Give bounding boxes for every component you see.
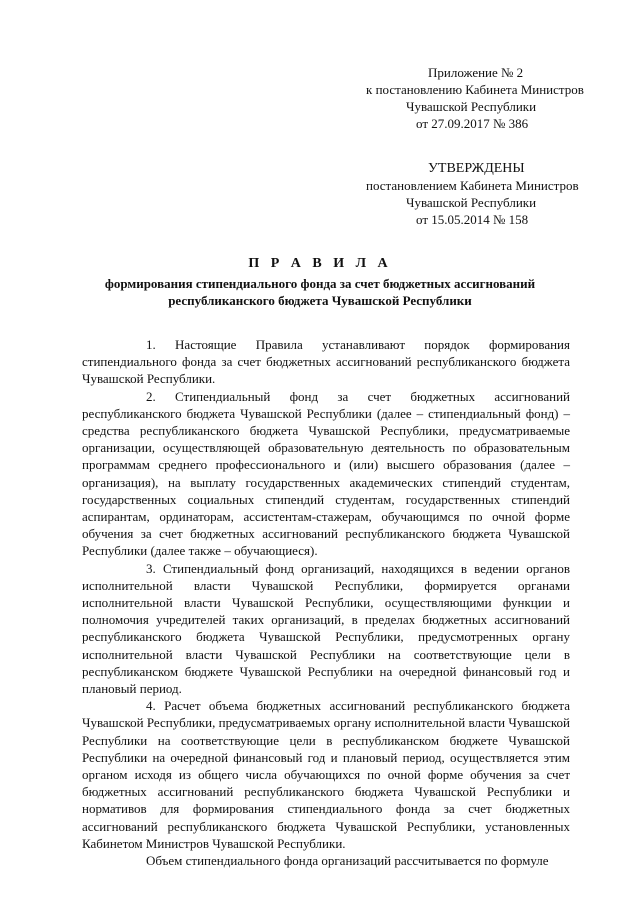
- paragraph-5: Объем стипендиального фонда организаций рассчитывается по формуле: [146, 853, 549, 869]
- approval-date-number: от 15.05.2014 № 158: [416, 212, 529, 227]
- title-subtitle-line-2: республиканского бюджета Чувашской Республики: [168, 293, 472, 308]
- approval-republic: Чувашской Республики: [406, 195, 537, 210]
- paragraph-2: 2. Стипендиальный фонд за счет бюджетных ассигнований республиканского бюджета Чувашской Республики (далее – стипендиальный фонд) – средства республиканского бюджета Чувашской Республики, предусматриваемые организации, осуществляющей образовательную деятельность по образовательным программам среднего профессионального и (или) высшего образования (далее – организация), на выплату государственных академических стипендий студентам, государственных социальных стипендий студентам, государственных стипендий аспирантам, ординаторам, ассистентам-стажерам, обучающимся по очной форме обучения за счет бюджетных ассигнований республиканского бюджета Чувашской Республики (далее также – обучающиеся).: [82, 388, 570, 559]
- approval-resolution-ref: постановлением Кабинета Министров: [366, 178, 579, 193]
- appendix-header: [366, 64, 584, 132]
- title-subtitle-line-1: формирования стипендиального фонда за счет бюджетных ассигнований: [104, 276, 536, 291]
- title-rules: П Р А В И Л А: [248, 256, 392, 271]
- paragraph-1: 1. Настоящие Правила устанавливают порядок формирования стипендиального фонда за счет бюджетных ассигнований республиканского бюджета Чувашской Республики.: [82, 337, 570, 387]
- document-title: [80, 255, 560, 309]
- document-body: [82, 336, 570, 869]
- paragraph-3: 3. Стипендиальный фонд организаций, находящихся в ведении органов исполнительной власти Чувашской Республики, формируется органами исполнительной власти Чувашской Республики, осуществляющими функции и полномочия учредителей таких организаций, в пределах бюджетных ассигнований республиканского бюджета Чувашской Республики, предусмотренных органу исполнительной власти Чувашской Республики на соответствующие цели в республиканском бюджете Чувашской Республики на очередной финансовый год и плановый период.: [82, 560, 570, 697]
- appendix-number: Приложение № 2: [428, 65, 524, 80]
- appendix-date-number: от 27.09.2017 № 386: [416, 116, 529, 131]
- approval-heading: УТВЕРЖДЕНЫ: [428, 161, 525, 176]
- paragraph-4: 4. Расчет объема бюджетных ассигнований республиканского бюджета Чувашской Республики, предусматриваемых органу исполнительной власти Чувашской Республики на соответствующие цели в республиканском бюджете Чувашской Республики на очередной финансовый год и плановый период, осуществляется этим органом исходя из общего числа обучающихся по очной форме обучения за счет бюджетных ассигнований республиканского бюджета Чувашской Республики и нормативов для формирования стипендиального фонда за счет бюджетных ассигнований республиканского бюджета Чувашской Республики, установленных Кабинетом Министров Чувашской Республики.: [82, 698, 570, 851]
- appendix-resolution-ref: к постановлению Кабинета Министров: [366, 82, 584, 97]
- approval-header: [366, 160, 579, 228]
- appendix-republic: Чувашской Республики: [406, 99, 537, 114]
